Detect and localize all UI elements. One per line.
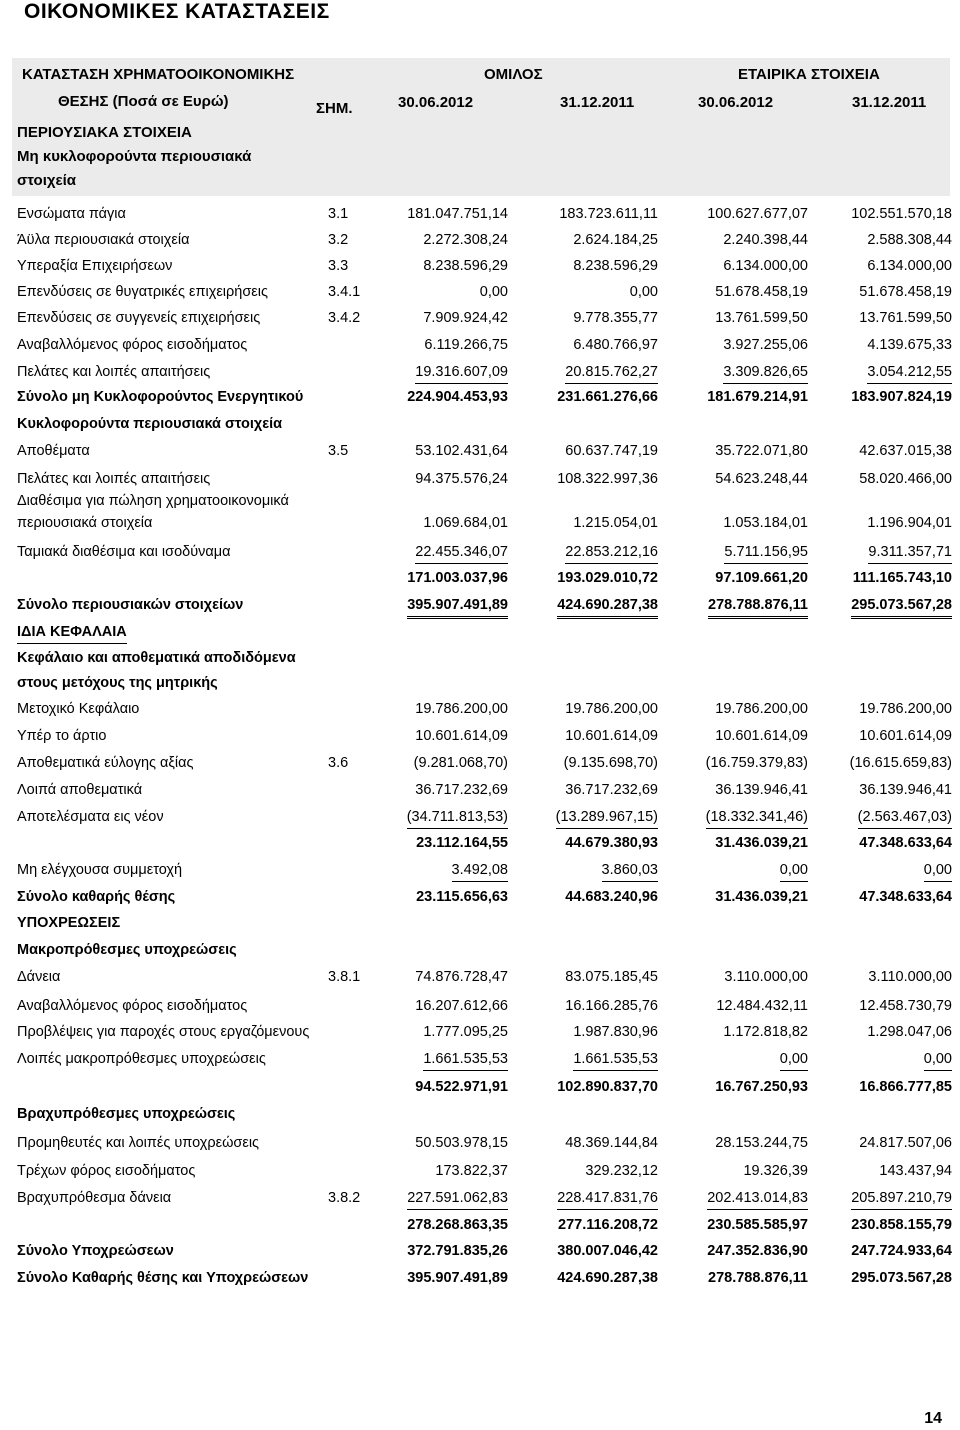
- row-value-col-4: 10.601.614,09: [859, 728, 952, 744]
- row-label: Διαθέσιμα για πώληση χρηματοοικονομικά: [17, 493, 289, 509]
- row-value-col-4: 16.866.777,85: [859, 1079, 952, 1095]
- row-label: Λοιπές μακροπρόθεσμες υποχρεώσεις: [17, 1051, 266, 1067]
- row-value-col-2: 83.075.185,45: [565, 969, 658, 985]
- row-value-col-3: 13.761.599,50: [715, 310, 808, 326]
- row-label: Προβλέψεις για παροχές στους εργαζόμενους: [17, 1024, 310, 1040]
- row-value-col-2: 0,00: [629, 284, 658, 300]
- row-value-col-3: 36.139.946,41: [715, 782, 808, 798]
- row-label: Άϋλα περιουσιακά στοιχεία: [17, 232, 190, 248]
- row-value-col-4: 47.348.633,64: [859, 889, 952, 905]
- row-value-col-3: 54.623.248,44: [715, 471, 808, 487]
- row-value-col-2: 102.890.837,70: [557, 1079, 658, 1095]
- row-value-col-3: 100.627.677,07: [707, 206, 808, 222]
- page-title: ΟΙΚΟΝΟΜΙΚΕΣ ΚΑΤΑΣΤΑΣΕΙΣ: [24, 0, 330, 23]
- row-label: Λοιπά αποθεματικά: [17, 782, 143, 798]
- row-value-col-3: 3.927.255,06: [723, 337, 808, 353]
- row-value-col-3: 3.110.000,00: [724, 969, 808, 985]
- row-value-col-3: 10.601.614,09: [715, 728, 808, 744]
- row-value-col-1: 23.115.656,63: [416, 889, 508, 905]
- row-label: Πελάτες και λοιπές απαιτήσεις: [17, 471, 211, 487]
- row-value-col-3: (16.759.379,83): [705, 755, 808, 771]
- table-row: [0, 1076, 960, 1098]
- table-row: [0, 886, 960, 908]
- row-note: 3.6: [328, 755, 349, 771]
- row-label: Πελάτες και λοιπές απαιτήσεις: [17, 364, 211, 380]
- row-label: Επενδύσεις σε συγγενείς επιχειρήσεις: [17, 310, 261, 326]
- noncurrent-heading-line2: στοιχεία: [17, 172, 77, 189]
- row-value-col-2: 6.480.766,97: [573, 337, 658, 353]
- row-value-col-1: 19.316.607,09: [415, 361, 508, 384]
- row-value-col-1: 227.591.062,83: [407, 1187, 508, 1210]
- row-value-col-2: 20.815.762,27: [565, 361, 658, 384]
- row-value-col-3: 19.786.200,00: [715, 701, 808, 717]
- group-header: ΟΜΙΛΟΣ: [484, 66, 543, 83]
- row-label: Μακροπρόθεσμες υποχρεώσεις: [17, 942, 237, 958]
- row-value-col-3: 1.172.818,82: [723, 1024, 808, 1040]
- row-label: Μετοχικό Κεφάλαιο: [17, 701, 140, 717]
- row-value-col-4: 51.678.458,19: [859, 284, 952, 300]
- row-value-col-1: 1.069.684,01: [423, 515, 508, 531]
- row-value-col-4: 0,00: [924, 859, 952, 882]
- table-row: [0, 468, 960, 490]
- row-value-col-1: 181.047.751,14: [407, 206, 508, 222]
- table-row: [0, 1214, 960, 1236]
- row-value-col-1: 94.522.971,91: [415, 1079, 508, 1095]
- row-value-col-4: 111.165.743,10: [852, 570, 952, 586]
- row-label: Δάνεια: [17, 969, 61, 985]
- date-col-3: 30.06.2012: [698, 94, 774, 111]
- row-value-col-4: 2.588.308,44: [867, 232, 952, 248]
- row-value-col-2: 1.215.054,01: [573, 515, 658, 531]
- table-row: [0, 725, 960, 747]
- row-label: Ταμιακά διαθέσιμα και ισοδύναμα: [17, 544, 231, 560]
- row-value-col-1: 22.455.346,07: [415, 541, 508, 564]
- row-value-col-4: 183.907.824,19: [851, 389, 952, 405]
- row-value-col-2: 424.690.287,38: [557, 1270, 658, 1286]
- row-note: 3.1: [328, 206, 349, 222]
- page-number: 14: [924, 1410, 942, 1427]
- row-value-col-2: 10.601.614,09: [565, 728, 658, 744]
- statement-title-line1: ΚΑΤΑΣΤΑΣΗ ΧΡΗΜΑΤΟΟΙΚΟΝΟΜΙΚΗΣ: [22, 66, 295, 83]
- row-value-col-4: 4.139.675,33: [867, 337, 952, 353]
- table-row: [0, 1021, 960, 1043]
- row-value-col-2: 3.860,03: [602, 859, 658, 882]
- row-label: στους μετόχους της μητρικής: [17, 675, 218, 691]
- row-value-col-1: (9.281.068,70): [413, 755, 508, 771]
- row-value-col-3: 181.679.214,91: [707, 389, 808, 405]
- row-value-col-4: 230.858.155,79: [851, 1217, 952, 1233]
- row-label: Υπέρ το άρτιο: [17, 728, 107, 744]
- row-value-col-1: 74.876.728,47: [415, 969, 508, 985]
- table-row: [0, 413, 960, 435]
- row-value-col-4: (16.615.659,83): [849, 755, 952, 771]
- row-value-col-1: 372.791.835,26: [407, 1243, 508, 1259]
- table-row: [0, 806, 960, 828]
- table-row: [0, 255, 960, 277]
- row-value-col-3: (18.332.341,46): [706, 806, 808, 829]
- row-label: Αποθεματικά εύλογης αξίας: [17, 755, 194, 771]
- row-value-col-2: 108.322.997,36: [557, 471, 658, 487]
- row-label: Σύνολο μη Κυκλοφορούντος Ενεργητικού: [17, 389, 304, 405]
- row-value-col-3: 19.326,39: [743, 1163, 808, 1179]
- row-value-col-2: 8.238.596,29: [573, 258, 658, 274]
- section-assets: ΠΕΡΙΟΥΣΙΑΚΑ ΣΤΟΙΧΕΙΑ: [17, 124, 192, 141]
- row-note: 3.8.1: [328, 969, 361, 985]
- row-value-col-1: 395.907.491,89: [407, 1270, 508, 1286]
- table-row: [0, 698, 960, 720]
- row-value-col-3: 31.436.039,21: [715, 889, 808, 905]
- row-label: Τρέχων φόρος εισοδήματος: [17, 1163, 196, 1179]
- row-value-col-3: 31.436.039,21: [715, 835, 808, 851]
- row-value-col-4: 3.110.000,00: [868, 969, 952, 985]
- row-label: Βραχυπρόθεσμα δάνεια: [17, 1190, 172, 1206]
- table-row: [0, 779, 960, 801]
- table-row: [0, 1048, 960, 1070]
- table-row: [0, 672, 960, 694]
- row-label: Επενδύσεις σε θυγατρικές επιχειρήσεις: [17, 284, 268, 300]
- table-row: [0, 490, 960, 512]
- note-column-header: ΣΗΜ.: [316, 100, 353, 117]
- row-label: Σύνολο Καθαρής θέσης και Υποχρεώσεων: [17, 1270, 309, 1286]
- table-row: [0, 1240, 960, 1262]
- table-row: [0, 859, 960, 881]
- table-row: [0, 281, 960, 303]
- row-value-col-3: 28.153.244,75: [715, 1135, 808, 1151]
- row-label: Κυκλοφορούντα περιουσιακά στοιχεία: [17, 416, 283, 432]
- row-value-col-3: 5.711.156,95: [724, 541, 808, 564]
- date-col-4: 31.12.2011: [852, 94, 927, 111]
- row-value-col-1: (34.711.813,53): [407, 806, 508, 829]
- table-row: [0, 1160, 960, 1182]
- row-label: ΥΠΟΧΡΕΩΣΕΙΣ: [17, 915, 121, 931]
- row-value-col-2: 1.987.830,96: [573, 1024, 658, 1040]
- row-value-col-4: 19.786.200,00: [859, 701, 952, 717]
- row-note: 3.4.2: [328, 310, 361, 326]
- row-note: 3.8.2: [328, 1190, 361, 1206]
- row-value-col-1: 23.112.164,55: [416, 835, 508, 851]
- row-value-col-1: 0,00: [479, 284, 508, 300]
- date-col-1: 30.06.2012: [398, 94, 474, 111]
- row-value-col-4: 58.020.466,00: [859, 471, 952, 487]
- row-value-col-2: 183.723.611,11: [559, 206, 658, 222]
- row-label: Σύνολο περιουσιακών στοιχείων: [17, 597, 244, 613]
- row-value-col-2: 44.679.380,93: [565, 835, 658, 851]
- row-value-col-2: 60.637.747,19: [565, 443, 658, 459]
- table-row: [0, 567, 960, 589]
- row-value-col-1: 16.207.612,66: [415, 998, 508, 1014]
- table-row: [0, 307, 960, 329]
- row-label: Αποθέματα: [17, 443, 90, 459]
- row-value-col-4: 24.817.507,06: [859, 1135, 952, 1151]
- row-value-col-2: 48.369.144,84: [565, 1135, 658, 1151]
- row-value-col-3: 1.053.184,01: [723, 515, 808, 531]
- row-value-col-1: 173.822,37: [435, 1163, 508, 1179]
- table-row: [0, 832, 960, 854]
- row-value-col-3: 202.413.014,83: [707, 1187, 808, 1210]
- table-row: [0, 621, 960, 643]
- row-value-col-3: 51.678.458,19: [715, 284, 808, 300]
- row-value-col-2: 193.029.010,72: [557, 570, 658, 586]
- row-value-col-3: 247.352.836,90: [707, 1243, 808, 1259]
- table-row: [0, 995, 960, 1017]
- table-row: [0, 594, 960, 616]
- row-value-col-2: 231.661.276,66: [557, 389, 658, 405]
- row-value-col-2: 9.778.355,77: [573, 310, 658, 326]
- row-label: Υπεραξία Επιχειρήσεων: [17, 258, 173, 274]
- table-row: [0, 229, 960, 251]
- row-label: περιουσιακά στοιχεία: [17, 515, 153, 531]
- row-note: 3.5: [328, 443, 349, 459]
- row-value-col-1: 171.003.037,96: [407, 570, 508, 586]
- table-row: [0, 939, 960, 961]
- row-value-col-4: (2.563.467,03): [858, 806, 952, 829]
- row-value-col-4: 102.551.570,18: [851, 206, 952, 222]
- row-value-col-4: 47.348.633,64: [859, 835, 952, 851]
- row-label: Αναβαλλόμενος φόρος εισοδήματος: [17, 337, 248, 353]
- row-value-col-1: 10.601.614,09: [415, 728, 508, 744]
- row-value-col-1: 2.272.308,24: [423, 232, 508, 248]
- row-value-col-1: 6.119.266,75: [424, 337, 508, 353]
- table-row: [0, 386, 960, 408]
- row-value-col-1: 224.904.453,93: [407, 389, 508, 405]
- table-row: [0, 1267, 960, 1289]
- row-value-col-4: 3.054.212,55: [867, 361, 952, 384]
- row-value-col-3: 35.722.071,80: [715, 443, 808, 459]
- table-row: [0, 752, 960, 774]
- row-label: Αναβαλλόμενος φόρος εισοδήματος: [17, 998, 248, 1014]
- row-value-col-2: 1.661.535,53: [573, 1048, 658, 1071]
- row-value-col-1: 36.717.232,69: [415, 782, 508, 798]
- row-value-col-2: 228.417.831,76: [557, 1187, 658, 1210]
- table-row: [0, 912, 960, 934]
- table-row: [0, 541, 960, 563]
- row-value-col-1: 94.375.576,24: [415, 471, 508, 487]
- row-value-col-3: 230.585.585,97: [707, 1217, 808, 1233]
- row-value-col-3: 12.484.432,11: [716, 998, 808, 1014]
- table-row: [0, 966, 960, 988]
- row-value-col-1: 19.786.200,00: [415, 701, 508, 717]
- row-label: ΙΔΙΑ ΚΕΦΑΛΑΙΑ: [17, 621, 127, 644]
- row-value-col-2: 2.624.184,25: [573, 232, 658, 248]
- row-value-col-4: 1.298.047,06: [867, 1024, 952, 1040]
- table-row: [0, 1103, 960, 1125]
- row-value-col-4: 205.897.210,79: [851, 1187, 952, 1210]
- row-label: Προμηθευτές και λοιπές υποχρεώσεις: [17, 1135, 260, 1151]
- row-value-col-4: 143.437,94: [879, 1163, 952, 1179]
- table-row: [0, 361, 960, 383]
- row-value-col-2: 44.683.240,96: [565, 889, 658, 905]
- row-value-col-1: 395.907.491,89: [407, 594, 508, 619]
- row-value-col-4: 12.458.730,79: [859, 998, 952, 1014]
- table-row: [0, 1187, 960, 1209]
- table-row: [0, 512, 960, 534]
- row-value-col-4: 13.761.599,50: [859, 310, 952, 326]
- row-value-col-3: 278.788.876,11: [708, 1270, 808, 1286]
- row-value-col-1: 53.102.431,64: [415, 443, 508, 459]
- row-label: Ενσώματα πάγια: [17, 206, 126, 222]
- row-value-col-4: 36.139.946,41: [859, 782, 952, 798]
- row-label: Σύνολο Υποχρεώσεων: [17, 1243, 174, 1259]
- row-value-col-2: (13.289.967,15): [556, 806, 658, 829]
- date-col-2: 31.12.2011: [560, 94, 635, 111]
- row-value-col-3: 0,00: [780, 859, 808, 882]
- row-label: Σύνολο καθαρής θέσης: [17, 889, 176, 905]
- row-value-col-3: 16.767.250,93: [715, 1079, 808, 1095]
- row-value-col-4: 295.073.567,28: [851, 594, 952, 619]
- row-value-col-1: 50.503.978,15: [415, 1135, 508, 1151]
- row-value-col-2: 36.717.232,69: [565, 782, 658, 798]
- row-value-col-2: 277.116.208,72: [558, 1217, 658, 1233]
- row-value-col-3: 97.109.661,20: [715, 570, 808, 586]
- statement-title-line2: ΘΕΣΗΣ (Ποσά σε Ευρώ): [58, 93, 229, 110]
- row-note: 3.2: [328, 232, 349, 248]
- row-value-col-4: 42.637.015,38: [859, 443, 952, 459]
- row-value-col-2: 19.786.200,00: [565, 701, 658, 717]
- row-value-col-3: 3.309.826,65: [723, 361, 808, 384]
- table-row: [0, 1132, 960, 1154]
- row-value-col-2: 380.007.046,42: [557, 1243, 658, 1259]
- row-value-col-4: 1.196.904,01: [867, 515, 952, 531]
- row-note: 3.3: [328, 258, 349, 274]
- row-value-col-1: 1.777.095,25: [423, 1024, 508, 1040]
- table-row: [0, 647, 960, 669]
- row-value-col-3: 6.134.000,00: [723, 258, 808, 274]
- row-value-col-4: 0,00: [924, 1048, 952, 1071]
- row-value-col-1: 1.661.535,53: [423, 1048, 508, 1071]
- row-value-col-2: 16.166.285,76: [565, 998, 658, 1014]
- row-value-col-3: 2.240.398,44: [723, 232, 808, 248]
- row-value-col-3: 0,00: [780, 1048, 808, 1071]
- row-note: 3.4.1: [328, 284, 361, 300]
- row-label: Βραχυπρόθεσμες υποχρεώσεις: [17, 1106, 236, 1122]
- row-value-col-3: 278.788.876,11: [708, 594, 808, 619]
- row-value-col-2: 22.853.212,16: [565, 541, 658, 564]
- table-row: [0, 440, 960, 462]
- row-label: Μη ελέγχουσα συμμετοχή: [17, 862, 183, 878]
- row-label: Κεφάλαιο και αποθεματικά αποδιδόμενα: [17, 650, 296, 666]
- table-row: [0, 203, 960, 225]
- row-value-col-2: 329.232,12: [585, 1163, 658, 1179]
- row-value-col-2: 424.690.287,38: [557, 594, 658, 619]
- table-row: [0, 334, 960, 356]
- row-value-col-1: 8.238.596,29: [423, 258, 508, 274]
- row-value-col-4: 6.134.000,00: [867, 258, 952, 274]
- row-value-col-1: 278.268.863,35: [407, 1217, 508, 1233]
- row-value-col-4: 295.073.567,28: [851, 1270, 952, 1286]
- row-label: Αποτελέσματα εις νέον: [17, 809, 164, 825]
- company-header: ΕΤΑΙΡΙΚΑ ΣΤΟΙΧΕΙΑ: [738, 66, 880, 83]
- row-value-col-1: 7.909.924,42: [423, 310, 508, 326]
- row-value-col-1: 3.492,08: [452, 859, 508, 882]
- row-value-col-4: 9.311.357,71: [868, 541, 952, 564]
- noncurrent-heading-line1: Μη κυκλοφορούντα περιουσιακά: [17, 148, 252, 165]
- row-value-col-4: 247.724.933,64: [851, 1243, 952, 1259]
- row-value-col-2: (9.135.698,70): [563, 755, 658, 771]
